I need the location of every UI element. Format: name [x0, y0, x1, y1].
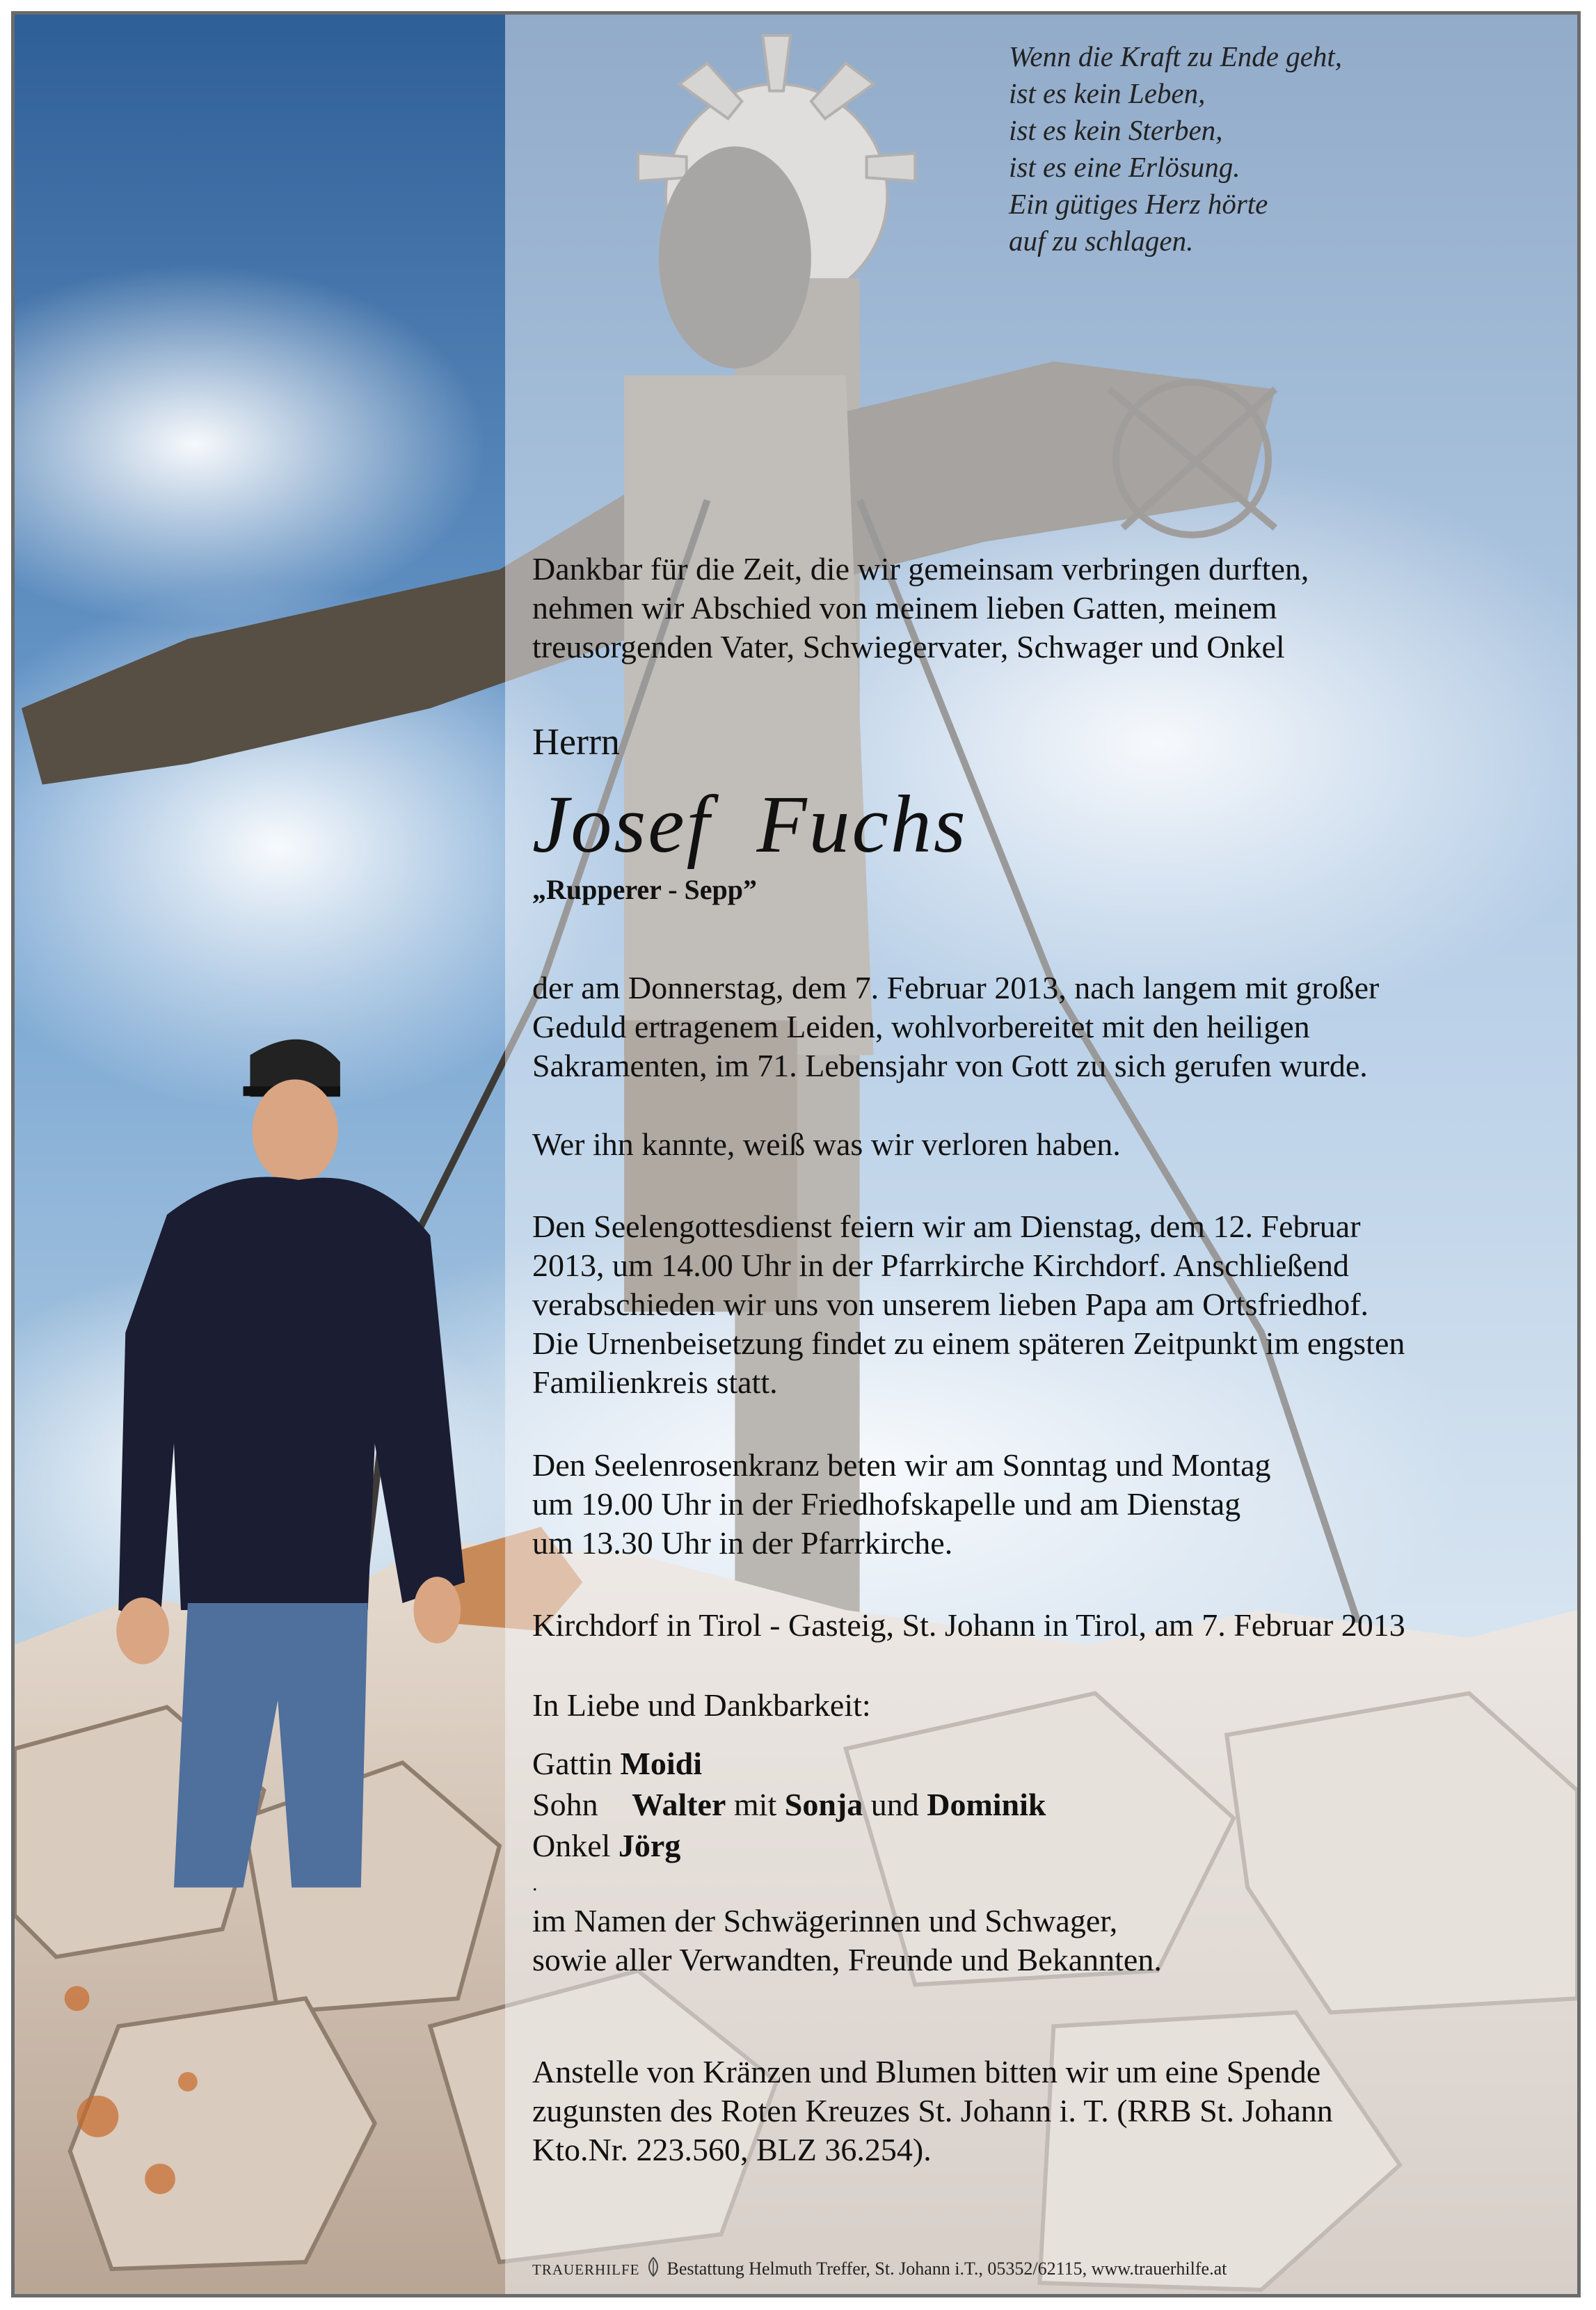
family-name: Sonja: [784, 1787, 863, 1822]
family-connector: und: [870, 1787, 919, 1822]
death-notice-line: Geduld ertragenem Leiden, wohlvorbereitet mit den heiligen: [532, 1009, 1310, 1044]
donation-line: Kto.Nr. 223.560, BLZ 36.254).: [532, 2132, 932, 2167]
dot-mark: .: [532, 1872, 538, 1895]
funeral-line: verabschieden wir uns von unserem lieben Papa am Ortsfriedhof.: [532, 1287, 1369, 1322]
family-row-son: [532, 1784, 1046, 1825]
deceased-name: Josef Fuchs: [532, 779, 968, 870]
funeral-line: Den Seelengottesdienst feiern wir am Dienstag, dem 12. Februar: [532, 1209, 1361, 1244]
footer-brand: TRAUERHILFE: [532, 2261, 640, 2278]
funeral-line: 2013, um 14.00 Uhr in der Pfarrkirche Kirchdorf. Anschließend: [532, 1248, 1349, 1283]
death-notice-line: Sakramenten, im 71. Lebensjahr von Gott zu sich gerufen wurde.: [532, 1048, 1368, 1083]
poem-line: ist es kein Sterben,: [1009, 114, 1223, 146]
footer-text: Bestattung Helmuth Treffer, St. Johann i.T., 05352/62115, www.trauerhilfe.at: [667, 2259, 1227, 2279]
rosary-info: [532, 1446, 1520, 1563]
footer: [532, 2256, 1227, 2279]
rosary-line: Den Seelenrosenkranz beten wir am Sonntag und Montag: [532, 1447, 1271, 1483]
closing: In Liebe und Dankbarkeit:: [532, 1687, 871, 1723]
intro-line: nehmen wir Abschied von meinem lieben Gatten, meinem: [532, 590, 1277, 626]
family-name: Jörg: [618, 1828, 681, 1863]
poem-line: ist es kein Leben,: [1009, 77, 1206, 109]
poem-line: auf zu schlagen.: [1009, 225, 1194, 257]
family-role: Onkel: [532, 1828, 611, 1863]
poem-line: Wenn die Kraft zu Ende geht,: [1009, 40, 1343, 72]
nickname: „Rupperer - Sepp”: [532, 874, 758, 905]
death-notice: [532, 969, 1520, 1085]
funeral-info: [532, 1207, 1520, 1402]
place-date: Kirchdorf in Tirol - Gasteig, St. Johann in Tirol, am 7. Februar 2013: [532, 1607, 1405, 1643]
poem: [1009, 38, 1342, 260]
family-name: Moidi: [620, 1746, 703, 1781]
intro-text: [532, 550, 1520, 667]
donation-request: [532, 2053, 1520, 2169]
donation-line: zugunsten des Roten Kreuzes St. Johann i. T. (RRB St. Johann: [532, 2093, 1333, 2128]
family-role: Gattin: [532, 1746, 612, 1781]
poem-line: ist es eine Erlösung.: [1009, 151, 1240, 183]
relatives-line: sowie aller Verwandten, Freunde und Bekannten.: [532, 1942, 1162, 1977]
salutation: Herrn: [532, 721, 620, 763]
funeral-line: Familienkreis statt.: [532, 1364, 778, 1400]
family-name: Walter: [632, 1787, 726, 1822]
relatives-line: im Namen der Schwägerinnen und Schwager,: [532, 1903, 1118, 1938]
rosary-line: um 19.00 Uhr in der Friedhofskapelle und am Dienstag: [532, 1486, 1241, 1522]
family-list: [532, 1743, 1046, 1866]
family-row-wife: [532, 1743, 1046, 1784]
family-role: Sohn: [532, 1787, 598, 1822]
remembrance: Wer ihn kannte, weiß was wir verloren haben.: [532, 1126, 1121, 1162]
family-row-uncle: [532, 1825, 1046, 1866]
family-connector: mit: [733, 1787, 777, 1822]
donation-line: Anstelle von Kränzen und Blumen bitten wir um eine Spende: [532, 2054, 1321, 2089]
family-name: Dominik: [927, 1787, 1046, 1822]
leaf-logo-icon: [646, 2256, 661, 2277]
intro-line: Dankbar für die Zeit, die wir gemeinsam verbringen durften,: [532, 551, 1309, 587]
rosary-line: um 13.30 Uhr in der Pfarrkirche.: [532, 1525, 953, 1561]
relatives: [532, 1902, 1520, 1980]
death-notice-line: der am Donnerstag, dem 7. Februar 2013, nach langem mit großer: [532, 970, 1380, 1005]
intro-line: treusorgenden Vater, Schwiegervater, Schwager und Onkel: [532, 629, 1285, 664]
poem-line: Ein gütiges Herz hörte: [1009, 188, 1268, 220]
funeral-line: Die Urnenbeisetzung findet zu einem späteren Zeitpunkt im engsten: [532, 1325, 1405, 1361]
